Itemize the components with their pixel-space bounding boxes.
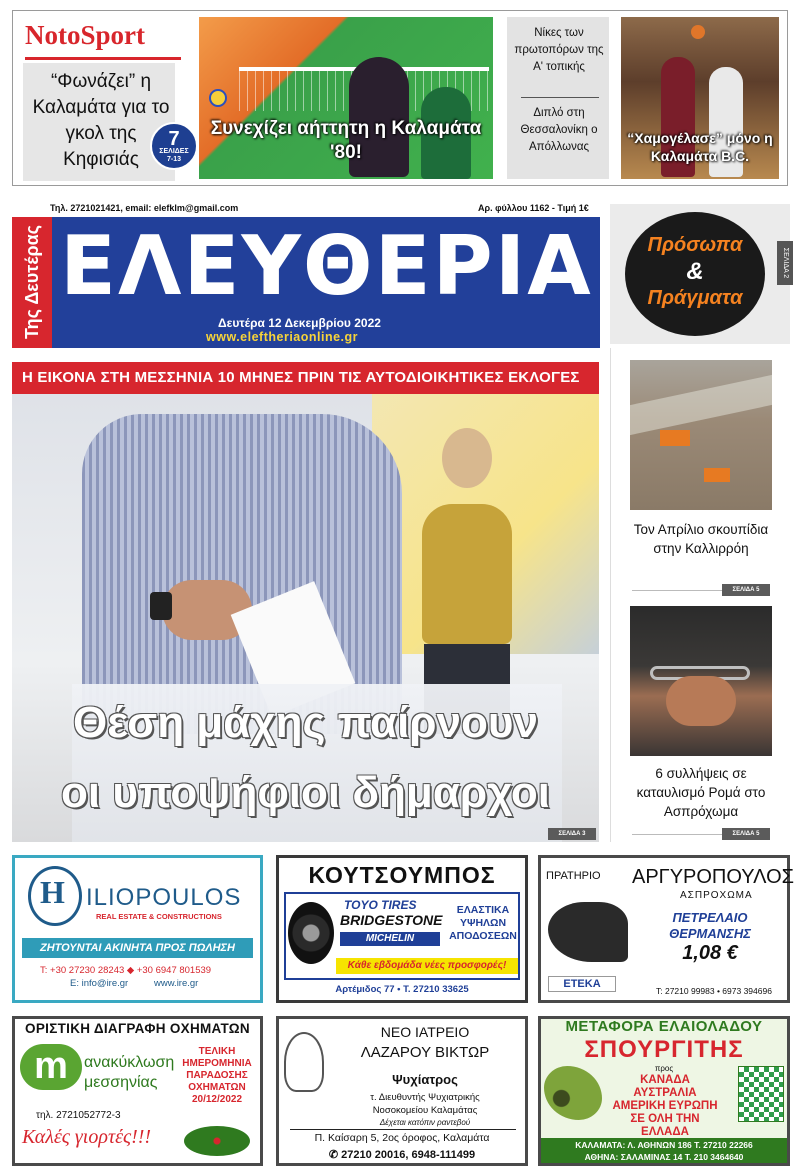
- basketball-caption[interactable]: “Χαμογέλασε” μόνο η Καλαμάτα Β.C.: [627, 130, 773, 164]
- argyropoulos-product: ΠΕΤΡΕΛΑΙΟ ΘΕΡΜΑΝΣΗΣ: [669, 910, 751, 941]
- brand-michelin: MICHELIN: [340, 932, 440, 946]
- eteka-logo: ΕΤΕΚΑ: [548, 976, 616, 992]
- head-profile-icon: [284, 1032, 324, 1092]
- main-story-page: ΣΕΛΙΔΑ 3: [548, 828, 596, 840]
- argyropoulos-phone: T: 27210 99983 • 6973 394696: [656, 986, 772, 996]
- newspaper-title: ΕΛΕΥΘΕΡΙΑ: [60, 219, 593, 314]
- iliopoulos-sub: REAL ESTATE & CONSTRUCTIONS: [96, 912, 222, 921]
- issue-date: Δευτέρα 12 Δεκεμβρίου 2022: [218, 316, 381, 330]
- anakyklosi-wish: Καλές γιορτές!!!: [22, 1126, 152, 1148]
- phone-icon: ✆: [328, 1149, 342, 1161]
- issue-line: Αρ. φύλλου 1162 - Τιμή 1€: [478, 203, 589, 213]
- koutsoumpos-address: Αρτέμιδος 77 • Τ. 27210 33625: [335, 984, 469, 995]
- spourgitis-kalamata: ΚΑΛΑΜΑΤΑ: Λ. ΑΘΗΝΩΝ 186 Τ. 27210 22266: [575, 1140, 753, 1150]
- anakyklosi-title: ΟΡΙΣΤΙΚΗ ΔΙΑΓΡΑΦΗ ΟΧΗΜΑΤΩΝ: [25, 1021, 250, 1036]
- brief-story-double[interactable]: Διπλό στη Θεσσαλονίκη ο Απόλλωνας: [520, 107, 598, 153]
- main-headline-line1[interactable]: Θέση μάχης παίρνουν: [73, 698, 538, 747]
- spourgitis-contacts: [541, 1138, 787, 1163]
- lazarou-phone-numbers: 27210 20016, 6948-111499: [341, 1149, 476, 1161]
- story-arrests-page: ΣΕΛΙΔΑ 5: [722, 828, 770, 840]
- spourgitis-athens: ΑΘΗΝΑ: ΣΑΛΑΜΙΝΑΣ 14 Τ. 210 3464640: [584, 1152, 744, 1162]
- brand-bridgestone: BRIDGESTONE: [340, 912, 443, 928]
- anakyklosi-logo: m: [20, 1044, 82, 1090]
- edition-tab-label: Της Δευτέρας: [22, 224, 42, 340]
- handcuffs-photo: [630, 606, 772, 756]
- spourgitis-destinations: ΚΑΝΑΔΑ ΑΥΣΤΡΑΛΙΑ ΑΜΕΡΙΚΗ ΕΥΡΩΠΗ ΣΕ ΟΛΗ ΤΗΝ ΕΛΛΑΔΑ: [612, 1074, 718, 1138]
- sports-strip: [12, 10, 788, 186]
- pp-title-line1: Πρόσωπα: [647, 234, 743, 256]
- anakyklosi-name1: ανακύκλωση: [84, 1054, 175, 1071]
- iliopoulos-email[interactable]: E: info@ire.gr: [70, 978, 129, 989]
- oil-can-icon: [738, 1066, 784, 1122]
- wreath-icon: [184, 1126, 250, 1156]
- iliopoulos-logo-letter: H: [40, 874, 65, 910]
- spourgitis-name: ΣΠΟΥΡΓΙΤΗΣ: [584, 1036, 744, 1063]
- anakyklosi-name2: μεσσηνίας: [84, 1074, 158, 1091]
- lazarou-address: Π. Καίσαρη 5, 2ος όροφος, Καλαμάτα: [314, 1132, 490, 1144]
- argyropoulos-label: ΠΡΑΤΗΡΙΟ: [546, 870, 601, 882]
- main-headline-line2[interactable]: οι υποψήφιοι δήμαρχοι: [61, 768, 550, 817]
- anakyklosi-phone: τηλ. 2721052772-3: [36, 1110, 121, 1121]
- story-arrests[interactable]: 6 συλλήψεις σε καταυλισμό Ρομά στο Ασπρόχωμα: [636, 766, 766, 819]
- iliopoulos-phones: T: +30 27230 28243 ◆ +30 6947 801539: [40, 965, 212, 976]
- pages-label: ΣΕΛΙΔΕΣ: [159, 148, 189, 155]
- sports-pages-badge: [150, 122, 198, 170]
- main-story-banner[interactable]: Η ΕΙΚΟΝΑ ΣΤΗ ΜΕΣΣΗΝΙΑ 10 ΜΗΝΕΣ ΠΡΙΝ ΤΙΣ ΑΥΤΟΔΙΟΙΚΗΤΙΚΕΣ ΕΚΛΟΓΕΣ: [12, 362, 599, 394]
- argyropoulos-price: 1,08 €: [682, 942, 738, 964]
- argyropoulos-place: ΑΣΠΡΟΧΩΜΑ: [680, 890, 753, 901]
- lazarou-name: ΛΑΖΑΡΟΥ ΒΙΚΤΩΡ: [360, 1044, 490, 1061]
- iliopoulos-web[interactable]: www.ire.gr: [154, 978, 199, 989]
- story-landfill[interactable]: Τον Απρίλιο σκουπίδια στην Καλλιρρόη: [633, 522, 769, 556]
- pages-count: 7: [168, 128, 180, 150]
- volleyball-caption[interactable]: Συνεχίζει αήττητη η Καλαμάτα '80!: [210, 118, 482, 163]
- spourgitis-to: προς: [654, 1064, 674, 1073]
- brand-toyo: TOYO TIRES: [344, 898, 417, 912]
- iliopoulos-name: ILIOPOULOS: [86, 884, 242, 911]
- divider: [632, 590, 722, 591]
- lazarou-specialty: Ψυχίατρος: [392, 1072, 458, 1087]
- pp-title-line2: Πράγματα: [647, 287, 743, 309]
- argyropoulos-name: ΑΡΓΥΡΟΠΟΥΛΟΣ: [632, 866, 795, 888]
- koutsoumpos-tires: ΕΛΑΣΤΙΚΑ ΥΨΗΛΩΝ ΑΠΟΔΟΣΕΩΝ: [449, 904, 517, 942]
- divider: [521, 97, 599, 98]
- tire-icon: [288, 902, 334, 964]
- contact-line: Τηλ. 2721021421, email: elefklm@gmail.com: [50, 203, 239, 213]
- koutsoumpos-offer: Κάθε εβδομάδα νέες προσφορές!: [336, 958, 518, 974]
- website-link[interactable]: www.eleftheriaonline.gr: [206, 330, 359, 344]
- story-landfill-page: ΣΕΛΙΔΑ 5: [722, 584, 770, 596]
- pages-range: 7-13: [166, 156, 181, 163]
- lazarou-position1: τ. Διευθυντής Ψυχιατρικής: [370, 1092, 480, 1103]
- lazarou-position2: Νοσοκομείου Καλαμάτας: [372, 1105, 478, 1116]
- iliopoulos-band: ΖΗΤΟΥΝΤΑΙ ΑΚΙΝΗΤΑ ΠΡΟΣ ΠΩΛΗΣΗ: [22, 938, 253, 958]
- notosport-logo[interactable]: NotoSport: [25, 17, 185, 53]
- sports-headline[interactable]: “Φωνάζει” η Καλαμάτα για το γκολ της Κηφισιάς: [32, 71, 170, 170]
- lazarou-appointment: Δέχεται κατόπιν ραντεβού: [379, 1118, 471, 1127]
- landfill-photo: [630, 360, 772, 510]
- pp-ampersand: &: [686, 258, 704, 285]
- brief-story-wins[interactable]: Νίκες των πρωτοπόρων της Α' τοπικής: [514, 27, 604, 73]
- spourgitis-title: ΜΕΤΑΦΟΡΑ ΕΛΑΙΟΛΑΔΟΥ: [565, 1018, 763, 1035]
- lazarou-phones: [276, 1148, 528, 1161]
- koutsoumpos-title: ΚΟΥΤΣΟΥΜΠΟΣ: [308, 862, 496, 888]
- divider: [632, 834, 722, 835]
- divider: [290, 1129, 516, 1130]
- pp-page-ref: ΣΕΛΙΔΑ 2: [777, 241, 793, 285]
- lazarou-new: ΝΕΟ ΙΑΤΡΕΙΟ: [380, 1024, 470, 1040]
- anakyklosi-deadline: ΤΕΛΙΚΗ ΗΜΕΡΟΜΗΝΙΑ ΠΑΡΑΔΟΣΗΣ ΟΧΗΜΑΤΩΝ 20/12/2022: [182, 1046, 252, 1105]
